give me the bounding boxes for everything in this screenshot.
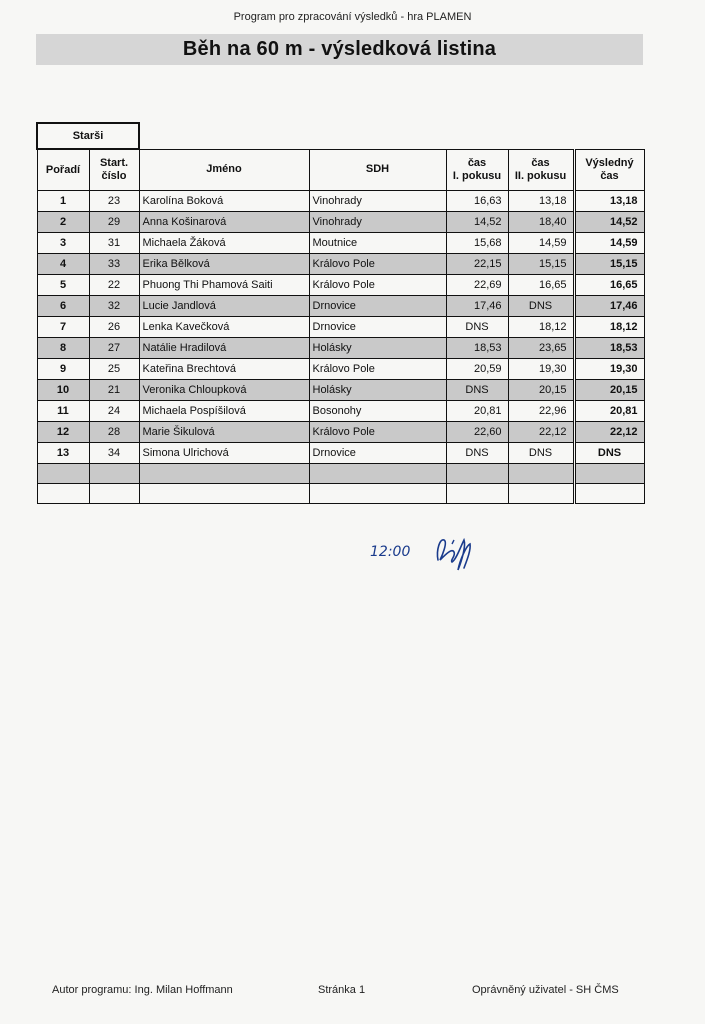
cell-final: 16,65: [574, 275, 644, 296]
cell-place: 7: [37, 317, 89, 338]
empty-cell: [139, 484, 309, 504]
results-table: [36, 122, 645, 504]
empty-cell: [37, 484, 89, 504]
cell-name: Phuong Thi Phamová Saiti: [139, 275, 309, 296]
cell-time1: 15,68: [446, 233, 508, 254]
cell-start: 24: [89, 401, 139, 422]
empty-row: [37, 484, 644, 504]
cell-place: 12: [37, 422, 89, 443]
cell-place: 4: [37, 254, 89, 275]
cell-time1: 14,52: [446, 212, 508, 233]
category-row: [37, 123, 644, 149]
cell-time2: 23,65: [508, 338, 574, 359]
cell-place: 11: [37, 401, 89, 422]
cell-sdh: Drnovice: [309, 317, 446, 338]
cell-time1: 20,59: [446, 359, 508, 380]
empty-cell: [309, 464, 446, 484]
cell-place: 13: [37, 443, 89, 464]
cell-place: 8: [37, 338, 89, 359]
cell-time2: 22,12: [508, 422, 574, 443]
program-header: Program pro zpracování výsledků - hra PLAMEN: [233, 11, 472, 23]
empty-cell: [89, 484, 139, 504]
cell-time2: 13,18: [508, 191, 574, 212]
cell-sdh: Bosonohy: [309, 401, 446, 422]
table-row: [37, 359, 644, 380]
cell-final: 17,46: [574, 296, 644, 317]
cell-time1: 18,53: [446, 338, 508, 359]
col-final: Výsledný čas: [574, 149, 644, 191]
cell-time1: DNS: [446, 380, 508, 401]
cell-time2: 16,65: [508, 275, 574, 296]
cell-final: 18,53: [574, 338, 644, 359]
cell-start: 29: [89, 212, 139, 233]
empty-cell: [446, 464, 508, 484]
cell-name: Marie Šikulová: [139, 422, 309, 443]
cell-final: 20,15: [574, 380, 644, 401]
cell-time1: 20,81: [446, 401, 508, 422]
cell-time2: DNS: [508, 296, 574, 317]
cell-name: Anna Košinarová: [139, 212, 309, 233]
cell-final: 18,12: [574, 317, 644, 338]
cell-sdh: Vinohrady: [309, 212, 446, 233]
cell-start: 31: [89, 233, 139, 254]
cell-sdh: Drnovice: [309, 443, 446, 464]
cell-name: Kateřina Brechtová: [139, 359, 309, 380]
cell-start: 28: [89, 422, 139, 443]
cell-time2: 19,30: [508, 359, 574, 380]
cell-name: Michaela Žáková: [139, 233, 309, 254]
page-title: Běh na 60 m - výsledková listina: [182, 38, 497, 60]
cell-start: 23: [89, 191, 139, 212]
col-place: Pořadí: [37, 149, 89, 191]
cell-place: 1: [37, 191, 89, 212]
cell-time2: 18,12: [508, 317, 574, 338]
cell-time2: 20,15: [508, 380, 574, 401]
results-body: [37, 191, 644, 504]
cell-place: 6: [37, 296, 89, 317]
cell-time1: DNS: [446, 317, 508, 338]
handwritten-signature: [368, 530, 498, 574]
cell-place: 3: [37, 233, 89, 254]
cell-name: Lucie Jandlová: [139, 296, 309, 317]
empty-cell: [574, 484, 644, 504]
cell-start: 22: [89, 275, 139, 296]
table-row: [37, 275, 644, 296]
footer-author: Autor programu: Ing. Milan Hoffmann: [52, 984, 233, 996]
cell-final: 14,59: [574, 233, 644, 254]
cell-time2: 14,59: [508, 233, 574, 254]
cell-time1: 16,63: [446, 191, 508, 212]
cell-name: Michaela Pospíšilová: [139, 401, 309, 422]
cell-start: 32: [89, 296, 139, 317]
cell-final: 20,81: [574, 401, 644, 422]
cell-time1: 17,46: [446, 296, 508, 317]
cell-place: 10: [37, 380, 89, 401]
cell-place: 9: [37, 359, 89, 380]
empty-row: [37, 464, 644, 484]
cell-sdh: Královo Pole: [309, 422, 446, 443]
cell-final: DNS: [574, 443, 644, 464]
cell-time1: 22,15: [446, 254, 508, 275]
empty-cell: [89, 464, 139, 484]
cell-time1: 22,60: [446, 422, 508, 443]
cell-time2: 18,40: [508, 212, 574, 233]
table-row: [37, 254, 644, 275]
cell-name: Lenka Kavečková: [139, 317, 309, 338]
col-time1: čas I. pokusu: [446, 149, 508, 191]
cell-name: Erika Bělková: [139, 254, 309, 275]
cell-time1: DNS: [446, 443, 508, 464]
cell-time2: DNS: [508, 443, 574, 464]
category-label: Starši: [37, 123, 139, 149]
table-row: [37, 233, 644, 254]
empty-cell: [508, 464, 574, 484]
cell-time2: 22,96: [508, 401, 574, 422]
cell-sdh: Královo Pole: [309, 359, 446, 380]
table-row: [37, 380, 644, 401]
empty-cell: [446, 484, 508, 504]
cell-time2: 15,15: [508, 254, 574, 275]
cell-place: 5: [37, 275, 89, 296]
table-row: [37, 296, 644, 317]
cell-place: 2: [37, 212, 89, 233]
footer-user: Oprávněný uživatel - SH ČMS: [472, 984, 619, 996]
cell-name: Karolína Boková: [139, 191, 309, 212]
footer-page: Stránka 1: [318, 984, 366, 996]
cell-time1: 22,69: [446, 275, 508, 296]
cell-final: 22,12: [574, 422, 644, 443]
cell-sdh: Vinohrady: [309, 191, 446, 212]
cell-final: 13,18: [574, 191, 644, 212]
handwritten-time: 12:00: [370, 544, 411, 560]
col-time2: čas II. pokusu: [508, 149, 574, 191]
cell-sdh: Holásky: [309, 338, 446, 359]
cell-sdh: Královo Pole: [309, 254, 446, 275]
empty-cell: [309, 484, 446, 504]
cell-name: Simona Ulrichová: [139, 443, 309, 464]
cell-sdh: Královo Pole: [309, 275, 446, 296]
col-sdh: SDH: [309, 149, 446, 191]
col-start: Start. číslo: [89, 149, 139, 191]
table-row: [37, 317, 644, 338]
empty-cell: [574, 464, 644, 484]
cell-final: 19,30: [574, 359, 644, 380]
empty-cell: [508, 484, 574, 504]
cell-sdh: Drnovice: [309, 296, 446, 317]
cell-start: 26: [89, 317, 139, 338]
table-row: [37, 422, 644, 443]
cell-final: 14,52: [574, 212, 644, 233]
cell-sdh: Moutnice: [309, 233, 446, 254]
table-row: [37, 212, 644, 233]
table-row: [37, 401, 644, 422]
table-row: [37, 191, 644, 212]
cell-start: 21: [89, 380, 139, 401]
cell-final: 15,15: [574, 254, 644, 275]
cell-start: 27: [89, 338, 139, 359]
header-row: [37, 149, 644, 191]
table-row: [37, 443, 644, 464]
title-band: [36, 34, 643, 65]
cell-sdh: Holásky: [309, 380, 446, 401]
cell-start: 33: [89, 254, 139, 275]
cell-name: Natálie Hradilová: [139, 338, 309, 359]
cell-name: Veronika Chloupková: [139, 380, 309, 401]
col-name: Jméno: [139, 149, 309, 191]
cell-start: 25: [89, 359, 139, 380]
empty-cell: [139, 464, 309, 484]
cell-start: 34: [89, 443, 139, 464]
empty-cell: [37, 464, 89, 484]
table-row: [37, 338, 644, 359]
